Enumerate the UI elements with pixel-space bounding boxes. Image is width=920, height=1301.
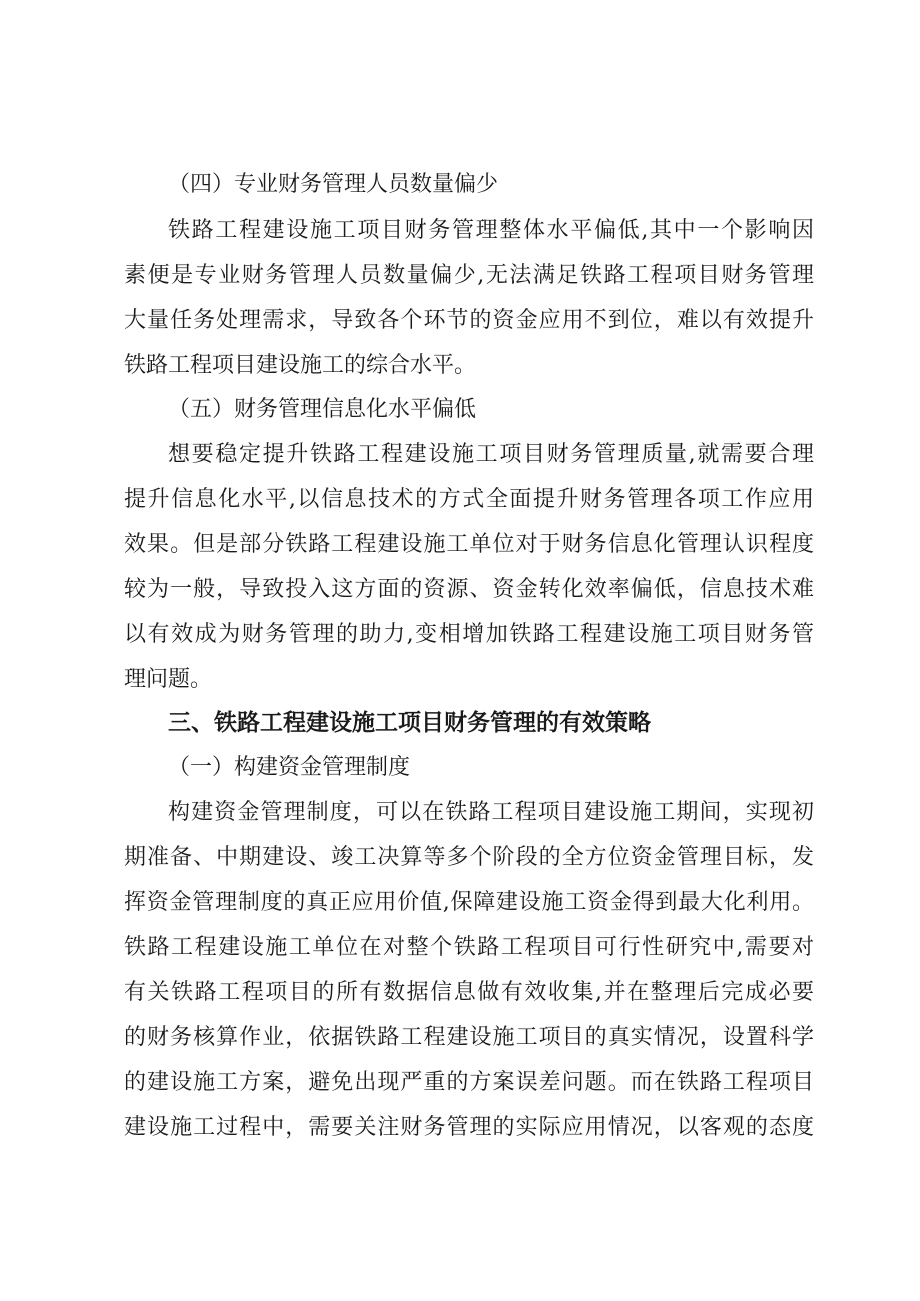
paragraph-line: 以有效成为财务管理的助力,变相增加铁路工程建设施工项目财务管 <box>124 622 814 647</box>
section-heading: 三、铁路工程建设施工项目财务管理的有效策略 <box>168 710 651 736</box>
paragraph-line: 构建资金管理制度，可以在铁路工程项目建设施工期间，实现初 <box>168 800 814 825</box>
paragraph-line: 铁路工程建设施工项目财务管理整体水平偏低,其中一个影响因 <box>168 218 814 243</box>
paragraph-line: 素便是专业财务管理人员数量偏少,无法满足铁路工程项目财务管理 <box>124 263 814 288</box>
subheading-five: （五）财务管理信息化水平偏低 <box>168 397 477 422</box>
paragraph-line: 较为一般，导致投入这方面的资源、资金转化效率偏低，信息技术难 <box>124 577 814 602</box>
subheading-one: （一）构建资金管理制度 <box>168 755 411 780</box>
paragraph-line: 提升信息化水平,以信息技术的方式全面提升财务管理各项工作应用 <box>124 487 814 512</box>
paragraph-line: 挥资金管理制度的真正应用价值,保障建设施工资金得到最大化利用。 <box>124 890 814 915</box>
paragraph-line: 的建设施工方案，避免出现严重的方案误差问题。而在铁路工程项目 <box>124 1070 814 1095</box>
paragraph-line: 理问题。 <box>124 667 213 692</box>
paragraph-line: 铁路工程建设施工单位在对整个铁路工程项目可行性研究中,需要对 <box>124 935 814 960</box>
paragraph-line: 建设施工过程中，需要关注财务管理的实际应用情况，以客观的态度 <box>124 1115 814 1140</box>
paragraph-line: 期准备、中期建设、竣工决算等多个阶段的全方位资金管理目标，发 <box>124 845 814 870</box>
paragraph-line: 有关铁路工程项目的所有数据信息做有效收集,并在整理后完成必要 <box>124 980 814 1005</box>
paragraph-line: 想要稳定提升铁路工程建设施工项目财务管理质量,就需要合理 <box>168 442 814 467</box>
paragraph-line: 的财务核算作业，依据铁路工程建设施工项目的真实情况，设置科学 <box>124 1025 814 1050</box>
paragraph-line: 大量任务处理需求，导致各个环节的资金应用不到位，难以有效提升 <box>124 308 814 333</box>
paragraph-line: 铁路工程项目建设施工的综合水平。 <box>124 353 477 378</box>
paragraph-line: 效果。但是部分铁路工程建设施工单位对于财务信息化管理认识程度 <box>124 532 814 557</box>
subheading-four: （四）专业财务管理人员数量偏少 <box>168 172 499 197</box>
